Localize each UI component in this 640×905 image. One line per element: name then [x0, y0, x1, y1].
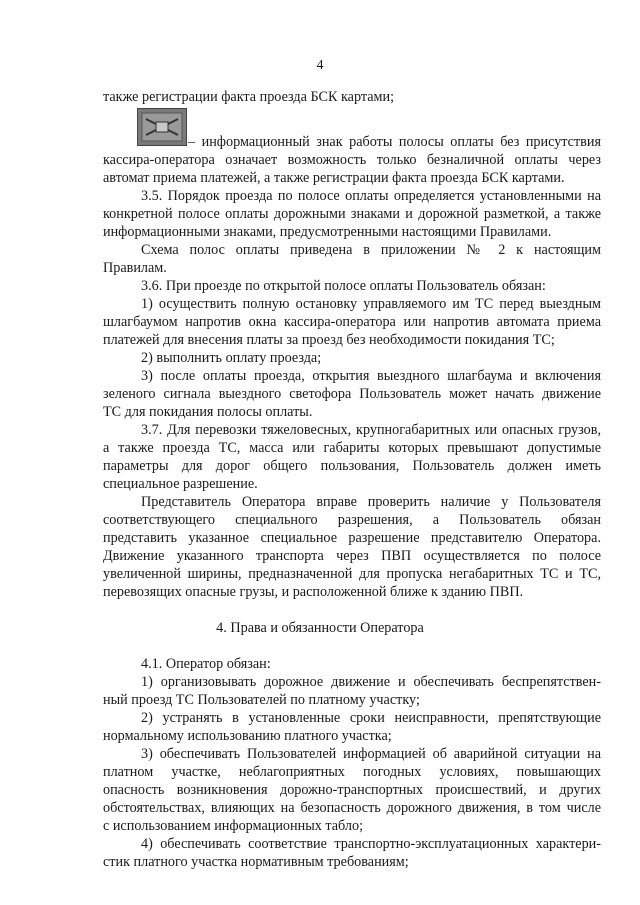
text-line: зеленого сигнала выездного светофора Пользователь может начать движение — [103, 386, 601, 402]
text-line: информационными знаками, предусмотренными настоящими Правилами. — [103, 224, 552, 240]
text-line: обстоятельствах, влияющих на безопасность дорожного движения, в том числе — [103, 800, 601, 816]
text-line: 2) устранять в установленные сроки неисправности, препятствующие — [141, 710, 601, 726]
text-line: специальное разрешение. — [103, 476, 258, 492]
text-line: также регистрации факта проезда БСК картами; — [103, 89, 395, 105]
text-line: 2) выполнить оплату проезда; — [141, 350, 322, 366]
text-line: 4) обеспечивать соответствие транспортно-эксплуатационных характери- — [141, 836, 601, 852]
text-line: 3.5. Порядок проезда по полосе оплаты определяется установленными на — [141, 188, 601, 204]
text-line: автомат приема платежей, а также регистрации факта проезда БСК картами. — [103, 170, 565, 186]
text-line: Правилам. — [103, 260, 167, 276]
toll-lane-noncash-sign-icon — [137, 108, 187, 146]
text-line: 3.7. Для перевозки тяжеловесных, крупногабаритных или опасных грузов, — [141, 422, 601, 438]
text-line: а также проезда ТС, масса или габариты которых превышают допустимые — [103, 440, 601, 456]
text-line: 3) обеспечивать Пользователей информацией об аварийной ситуации на — [141, 746, 601, 762]
text-line: Представитель Оператора вправе проверить наличие у Пользователя — [141, 494, 601, 510]
text-line: Схема полос оплаты приведена в приложении № 2 к настоящим — [141, 242, 601, 258]
text-line: нормальному использованию платного участка; — [103, 728, 392, 744]
text-line: с использованием информационных табло; — [103, 818, 364, 834]
text-line: конкретной полосе оплаты дорожными знаками и дорожной разметкой, а также — [103, 206, 601, 222]
text-line: Движение указанного транспорта через ПВП осуществляется по полосе — [103, 548, 601, 564]
text-line: 1) осуществить полную остановку управляемого им ТС перед выездным — [141, 296, 601, 312]
text-line: шлагбаумом напротив окна кассира-оператора или напротив автомата приема — [103, 314, 601, 330]
text-line: кассира-оператора означает возможность только безналичной оплаты через — [103, 152, 601, 168]
text-line: опасность возникновения дорожно-транспортных происшествий, и других — [103, 782, 601, 798]
text-line: 1) организовывать дорожное движение и обеспечивать беспрепятствен- — [141, 674, 601, 690]
text-line: 3) после оплаты проезда, открытия выездного шлагбаума и включения — [141, 368, 601, 384]
text-line: 3.6. При проезде по открытой полосе оплаты Пользователь обязан: — [141, 278, 546, 294]
section-heading: 4. Права и обязанности Оператора — [216, 620, 424, 636]
text-line: увеличенной ширины, предназначенной для пропуска негабаритных ТС и ТС, — [103, 566, 601, 582]
text-line: – информационный знак работы полосы оплаты без присутствия — [188, 134, 601, 150]
text-line: параметры для дорог общего пользования, Пользователь должен иметь — [103, 458, 601, 474]
text-line: соответствующего специального разрешения, а Пользователь обязан — [103, 512, 601, 528]
text-line: платежей для внесения платы за проезд без необходимости покидания ТС; — [103, 332, 555, 348]
text-line: ТС для покидания полосы оплаты. — [103, 404, 313, 420]
text-line: платном участке, неблагоприятных погодных условиях, повышающих — [103, 764, 601, 780]
text-line: представить указанное специальное разрешение представителю Оператора. — [103, 530, 601, 546]
text-line: стик платного участка нормативным требованиям; — [103, 854, 409, 870]
text-line: ный проезд ТС Пользователей по платному участку; — [103, 692, 420, 708]
page-number: 4 — [316, 58, 324, 73]
text-line: перевозящих опасные грузы, и расположенной ближе к зданию ПВП. — [103, 584, 524, 600]
text-line: 4.1. Оператор обязан: — [141, 656, 271, 672]
